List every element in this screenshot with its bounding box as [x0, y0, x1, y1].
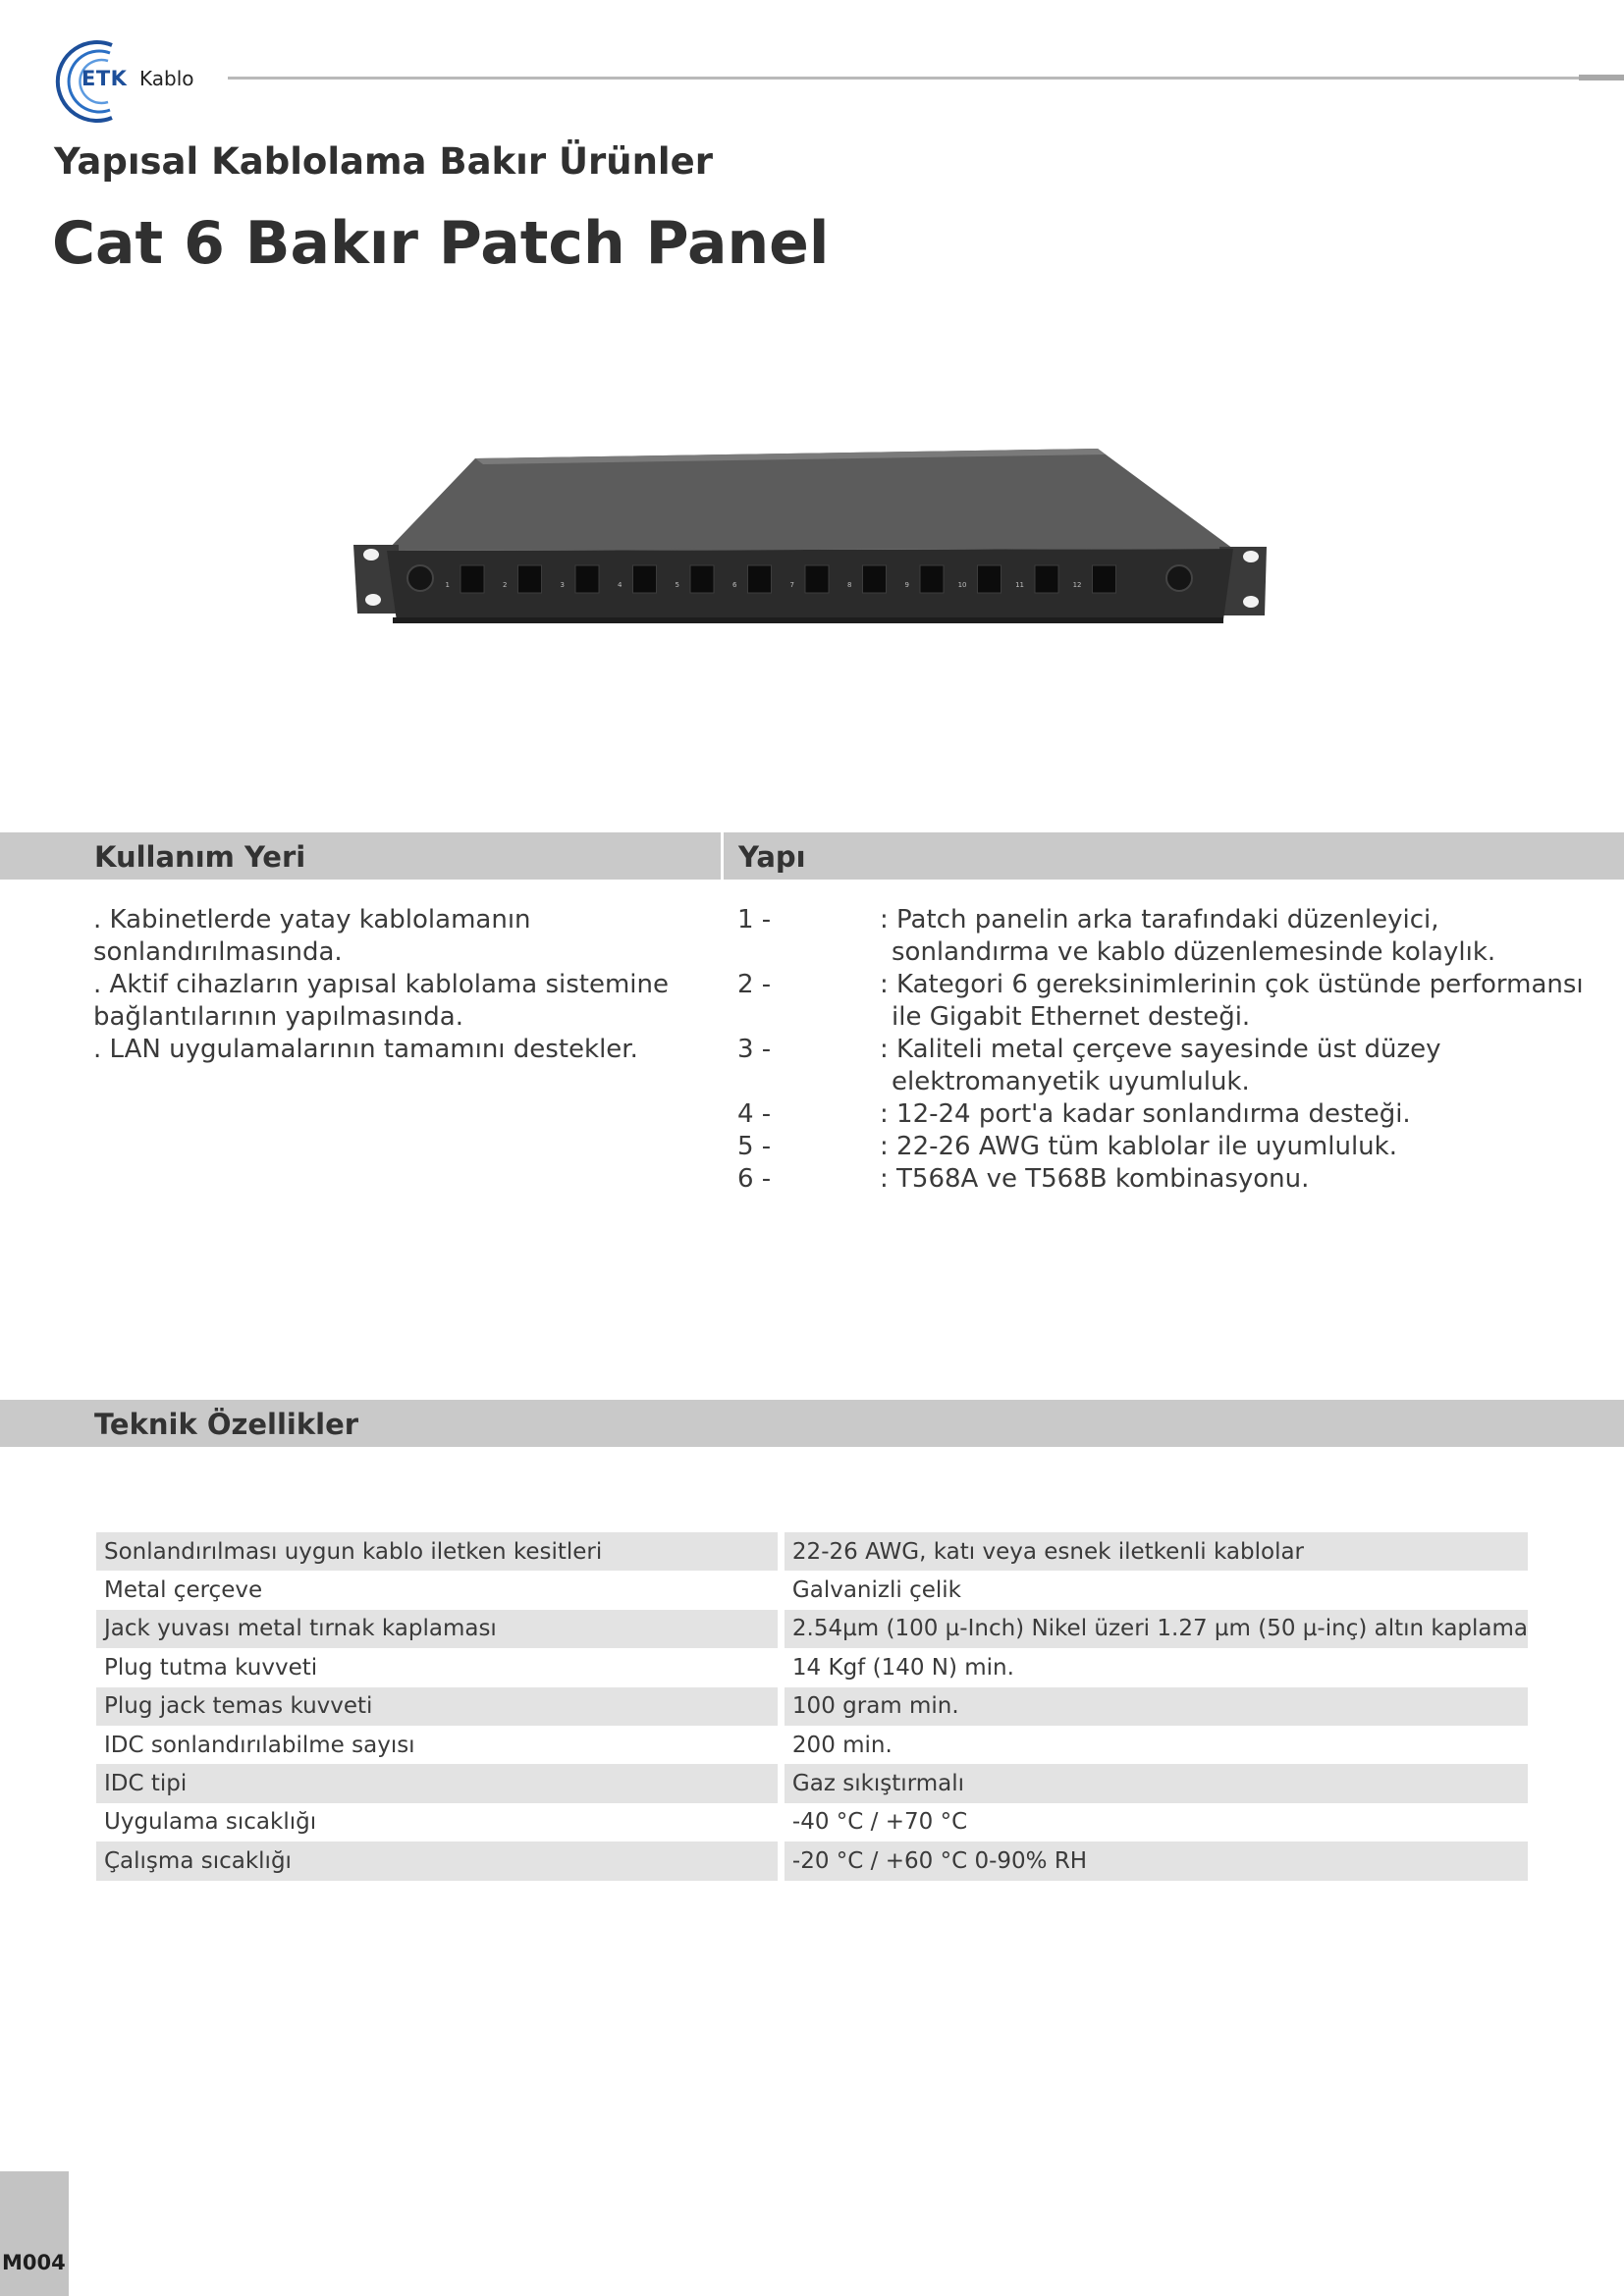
spec-value: 200 min.	[791, 1732, 893, 1758]
etk-kablo-logo	[51, 37, 218, 126]
port-label: 1	[445, 581, 450, 589]
spec-row	[96, 1803, 1528, 1842]
structure-item-text: : 12-24 port'a kadar sonlandırma desteği.	[880, 1099, 1411, 1129]
spec-row	[96, 1532, 1528, 1571]
logo-kablo-text: Kablo	[139, 67, 194, 90]
port-opening	[575, 565, 599, 593]
port-label: 9	[904, 581, 909, 589]
port-opening	[690, 565, 714, 593]
spec-row	[96, 1648, 1528, 1686]
spec-value: 14 Kgf (140 N) min.	[791, 1654, 1014, 1681]
spec-key: Metal çerçeve	[104, 1577, 263, 1604]
port-label: 6	[732, 581, 737, 589]
structure-item-text: : T568A ve T568B kombinasyonu.	[880, 1164, 1310, 1194]
structure-item-number: 4 -	[737, 1099, 772, 1129]
port-label: 2	[503, 581, 508, 589]
port-label: 11	[1015, 581, 1024, 589]
port-opening	[460, 565, 484, 593]
spec-key: Plug tutma kuvveti	[104, 1654, 318, 1681]
spec-key: IDC sonlandırılabilme sayısı	[104, 1732, 415, 1758]
left-thumbscrew	[407, 565, 433, 591]
tech-specs-section-bar	[0, 1400, 1624, 1447]
structure-item	[737, 969, 1601, 1034]
structure-item	[737, 1131, 1601, 1163]
page-number: M004	[2, 2251, 66, 2274]
usage-line: bağlantılarının yapılmasında.	[93, 1002, 463, 1032]
port-opening	[1035, 565, 1058, 593]
page-title: Cat 6 Bakır Patch Panel	[52, 209, 830, 278]
spec-key: Uygulama sıcaklığı	[104, 1809, 317, 1836]
structure-item	[737, 904, 1601, 969]
port-label: 8	[847, 581, 852, 589]
right-thumbscrew	[1166, 565, 1192, 591]
logo-etk-text: ETK	[81, 67, 128, 90]
spec-row	[96, 1726, 1528, 1764]
port-opening	[748, 565, 772, 593]
usage-line: sonlandırılmasında.	[93, 937, 343, 967]
usage-line: . LAN uygulamalarının tamamını destekler.	[93, 1035, 638, 1064]
panel-top-surface	[387, 449, 1233, 551]
spec-row	[96, 1687, 1528, 1726]
spec-key: Çalışma sıcaklığı	[96, 1842, 778, 1880]
structure-section-bar	[724, 832, 1624, 880]
port-opening	[633, 565, 657, 593]
port-label: 3	[560, 581, 565, 589]
structure-item	[737, 1163, 1601, 1196]
spec-key: Jack yuvası metal tırnak kaplaması	[96, 1610, 778, 1648]
page-tab	[0, 2171, 69, 2296]
spec-row	[96, 1764, 1528, 1802]
usage-line: . Aktif cihazların yapısal kablolama sistemine	[93, 970, 669, 999]
structure-item	[737, 1034, 1601, 1098]
spec-value: 22-26 AWG, katı veya esnek iletkenli kablolar	[785, 1532, 1528, 1571]
port-label: 10	[957, 581, 967, 589]
usage-text	[93, 904, 682, 1066]
header-divider-end	[1579, 75, 1624, 80]
port-opening	[978, 565, 1001, 593]
structure-item-number: 1 -	[737, 905, 772, 934]
tech-specs-heading: Teknik Özellikler	[94, 1408, 359, 1441]
spec-value: -40 °C / +70 °C	[791, 1809, 968, 1836]
category-subtitle: Yapısal Kablolama Bakır Ürünler	[54, 140, 713, 183]
structure-item-number: 2 -	[737, 970, 772, 999]
spec-key: Sonlandırılması uygun kablo iletken kesitleri	[96, 1532, 778, 1571]
spec-row	[96, 1610, 1528, 1648]
structure-list	[737, 904, 1601, 1196]
structure-item-text: : Kategori 6 gereksinimlerinin çok üstünde performansı ile Gigabit Ethernet desteği.	[880, 970, 1584, 1032]
structure-heading: Yapı	[738, 840, 806, 874]
spec-table	[96, 1532, 1528, 1881]
header-divider	[228, 77, 1624, 80]
port-opening	[518, 565, 542, 593]
structure-item-text: : Kaliteli metal çerçeve sayesinde üst düzey elektromanyetik uyumluluk.	[880, 1035, 1441, 1096]
structure-item-text: : Patch panelin arka tarafındaki düzenleyici, sonlandırma ve kablo düzenlemesinde kolaylık.	[880, 905, 1496, 967]
port-label: 12	[1072, 581, 1082, 589]
port-opening	[863, 565, 887, 593]
spec-value: 2.54µm (100 µ-Inch) Nikel üzeri 1.27 µm (50 µ-inç) altın kaplama	[785, 1610, 1528, 1648]
spec-key: IDC tipi	[96, 1764, 778, 1802]
port-opening	[805, 565, 829, 593]
spec-value: Galvanizli çelik	[791, 1577, 961, 1604]
structure-item-number: 3 -	[737, 1035, 772, 1064]
spec-value: -20 °C / +60 °C 0-90% RH	[785, 1842, 1528, 1880]
usage-line: . Kabinetlerde yatay kablolamanın	[93, 905, 531, 934]
structure-item-text: : 22-26 AWG tüm kablolar ile uyumluluk.	[880, 1132, 1397, 1161]
usage-heading: Kullanım Yeri	[94, 840, 306, 874]
port-label: 7	[789, 581, 794, 589]
structure-item-number: 5 -	[737, 1132, 772, 1161]
usage-section-bar	[0, 832, 721, 880]
spec-value: 100 gram min.	[785, 1687, 1528, 1726]
structure-item-number: 6 -	[737, 1164, 772, 1194]
port-label: 4	[618, 581, 623, 589]
patch-panel-product-image	[350, 447, 1272, 633]
spec-key: Plug jack temas kuvveti	[96, 1687, 778, 1726]
port-opening	[920, 565, 944, 593]
port-label: 5	[675, 581, 679, 589]
spec-row	[96, 1571, 1528, 1609]
structure-item	[737, 1098, 1601, 1131]
spec-row	[96, 1842, 1528, 1880]
spec-value: Gaz sıkıştırmalı	[785, 1764, 1528, 1802]
port-opening	[1093, 565, 1116, 593]
